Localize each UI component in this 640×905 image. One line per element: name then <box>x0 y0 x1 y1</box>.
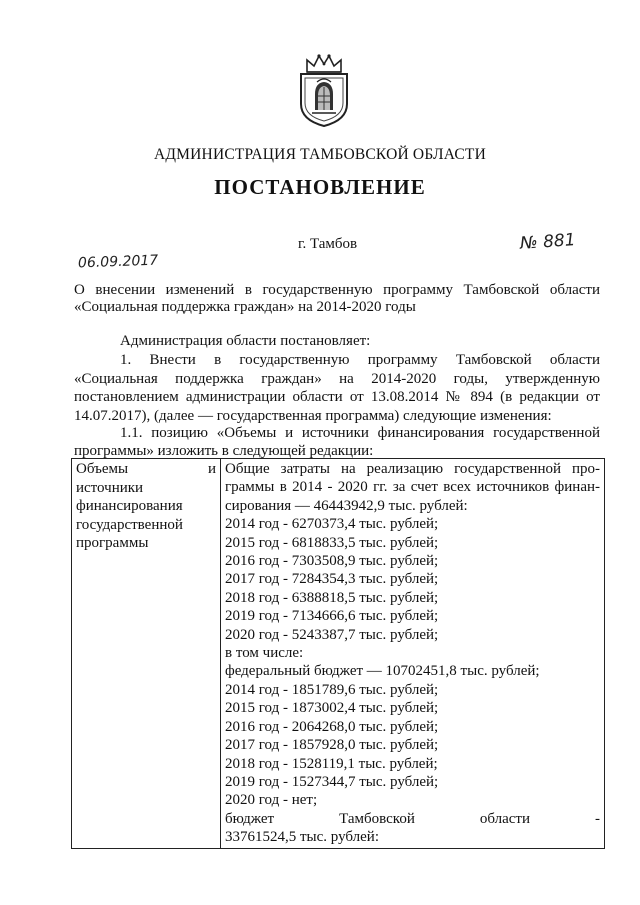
federal-year-line: 2016 год - 2064268,0 тыс. рублей; <box>225 718 439 735</box>
table-row <box>72 459 605 849</box>
federal-year-line: 2019 год - 1527344,7 тыс. рублей; <box>225 773 439 790</box>
city-name: г. Тамбов <box>298 236 358 252</box>
federal-year-line: 2017 год - 1857928,0 тыс. рублей; <box>225 737 439 754</box>
label-line: источники <box>76 479 144 496</box>
row-label <box>72 459 221 849</box>
federal-budget-line: федеральный бюджет — 10702451,8 тыс. рублей; <box>225 663 540 680</box>
regional-budget-line <box>225 810 600 828</box>
preamble: Администрация области постановляет: <box>120 333 371 349</box>
total-year-line: 2018 год - 6388818,5 тыс. рублей; <box>225 589 439 606</box>
value-line: Общие затраты на реализацию государственной про- <box>225 461 600 477</box>
funding-table <box>71 458 605 849</box>
document-subject: О внесении изменений в государственную программу Тамбовской области «Социальная поддержка граждан» на 2014-2020 годы <box>74 282 600 315</box>
label-line: государственной <box>76 516 183 533</box>
coat-of-arms-icon <box>293 52 355 128</box>
handwritten-number: № 881 <box>519 230 577 254</box>
organization-name: АДМИНИСТРАЦИЯ ТАМБОВСКОЙ ОБЛАСТИ <box>154 146 486 163</box>
total-year-line: 2020 год - 5243387,7 тыс. рублей; <box>225 626 439 643</box>
paragraph-line: программы» изложить в следующей редакции: <box>74 443 374 459</box>
label-word: Объемы <box>76 461 129 477</box>
paragraph-1 <box>74 351 600 425</box>
paragraph-line: 14.07.2017), (далее — государственная программа) следующие изменения: <box>74 407 552 424</box>
federal-year-line: 2020 год - нет; <box>225 792 318 809</box>
paragraph-line: 1. Внести в государственную программу Тамбовской области <box>120 352 600 368</box>
federal-year-line: 2018 год - 1528119,1 тыс. рублей; <box>225 755 438 772</box>
paragraph-line: 1.1. позицию «Объемы и источники финансирования государственной <box>120 425 600 441</box>
federal-year-line: 2015 год - 1873002,4 тыс. рублей; <box>225 700 439 717</box>
budget-word: бюджет <box>225 810 275 827</box>
total-year-line: 2016 год - 7303508,9 тыс. рублей; <box>225 553 439 570</box>
value-line: граммы в 2014 - 2020 гг. за счет всех источников финан- <box>225 479 600 496</box>
federal-year-line: 2014 год - 1851789,6 тыс. рублей; <box>225 681 439 698</box>
total-year-line: 2019 год - 7134666,6 тыс. рублей; <box>225 608 439 625</box>
paragraph-line: постановлением администрации области от 13.08.2014 № 894 (в редакции от <box>74 389 600 405</box>
total-year-line: 2017 год - 7284354,3 тыс. рублей; <box>225 571 439 588</box>
budget-word: Тамбовской <box>339 810 415 827</box>
paragraph-line: «Социальная поддержка граждан» на 2014-2020 годы, утвержденную <box>74 370 600 387</box>
value-line: сирования — 46443942,9 тыс. рублей: <box>225 497 468 514</box>
budget-word: области <box>479 810 530 827</box>
regional-budget-total: 33761524,5 тыс. рублей: <box>225 829 379 846</box>
label-line: программы <box>76 535 149 551</box>
label-line: финансирования <box>76 498 183 514</box>
total-year-line: 2015 год - 6818833,5 тыс. рублей; <box>225 534 439 551</box>
including-label: в том числе: <box>225 645 304 662</box>
total-year-line: 2014 год - 6270373,4 тыс. рублей; <box>225 516 439 533</box>
row-value <box>221 459 605 849</box>
document-type: ПОСТАНОВЛЕНИЕ <box>214 175 426 199</box>
handwritten-date: 06.09.2017 <box>77 252 159 272</box>
label-word: и <box>207 461 216 477</box>
paragraph-1-1 <box>74 424 600 460</box>
budget-word: - <box>594 810 600 827</box>
